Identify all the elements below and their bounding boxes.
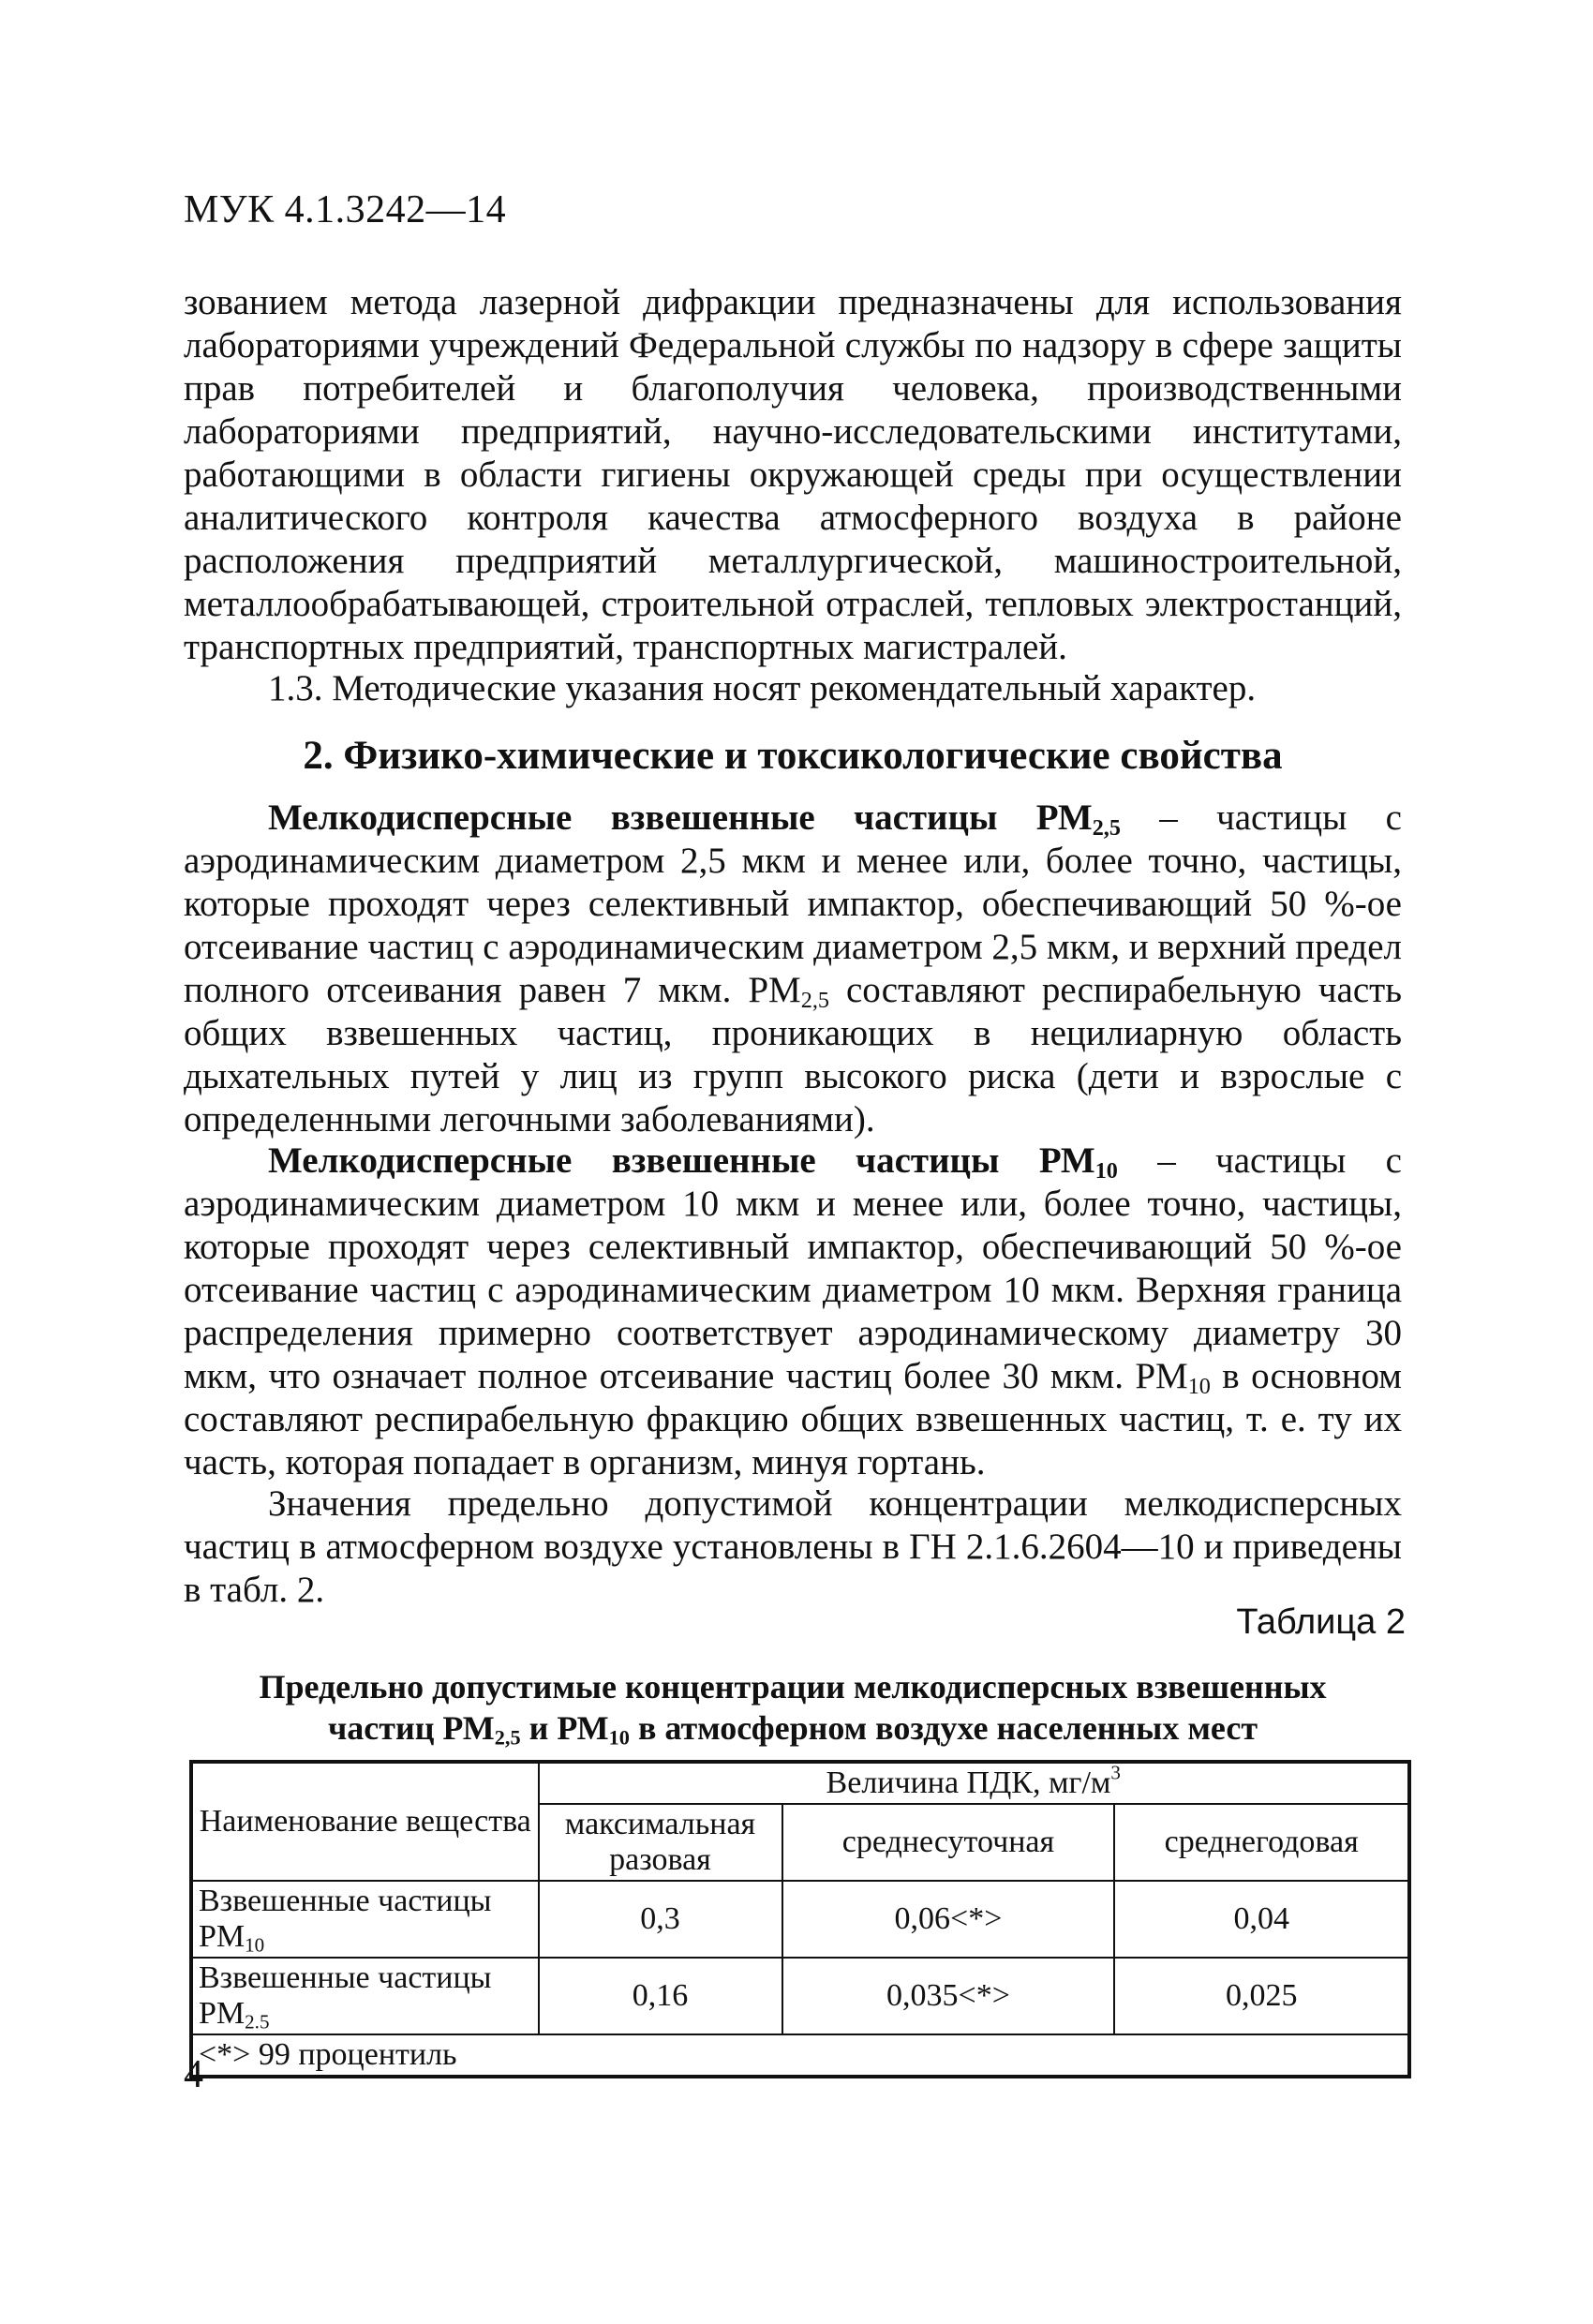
pdk-table — [189, 1760, 1411, 2078]
table-cell-daily: 0,06<*> — [782, 1881, 1115, 1958]
table-cell-max: 0,16 — [539, 1958, 782, 2034]
table-row — [191, 1958, 1409, 2034]
table-header-pdk: Величина ПДК, $мг/м^3$ — [539, 1762, 1410, 1804]
table-header-max: максимальная разовая — [539, 1804, 782, 1881]
table-header-annual: среднегодовая — [1114, 1804, 1409, 1881]
table-footnote: <*> 99 процентиль — [191, 2034, 1409, 2077]
table-cell-name: Взвешенные частицы $РМ_{10}$ — [191, 1881, 539, 1958]
table-cell-annual: 0,025 — [1114, 1958, 1409, 2034]
pm25-term: Мелкодисперсные взвешенные частицы $РМ_{2,5}$ — [268, 797, 1121, 842]
section-2-title: 2. Физико-химические и токсикологические свойства — [303, 734, 1283, 778]
document-code-header: МУК 4.1.3242—14 — [184, 188, 507, 231]
intro-paragraph: зованием метода лазерной дифракции предназначены для использования лабораториями учреждений Федеральной службы по надзору в сфере защиты прав потребителей и благополучия человека, производственными лабораториями предприятий, научно-исследовательскими институтами, работающими в области гигиены окружающей среды при осуществлении аналитического контроля качества атмосферного воздуха в районе расположения предприятий металлургической, машиностроительной, металлообрабатывающей, строительной отраслей, тепловых электростанций, транспортных предприятий, транспортных магистралей. — [184, 282, 1402, 667]
pm10-paragraph: Мелкодисперсные взвешенные частицы $РМ_{10}$ – частицы с аэродинамическим диаметром 10 мкм и менее или, более точно, частицы, которые проходят через селективный импактор, обеспечивающий 50 %-ое отсеивание частиц с аэродинамическим диаметром 10 мкм. Верхняя граница распределения примерно соответствует аэродинамическому диаметру 30 мкм, что означает полное отсеивание частиц более 30 мкм. $РМ_{10}$ в основном составляют респирабельную фракцию общих взвешенных частиц, т. е. ту их часть, которая попадает в организм, минуя гортань. — [184, 1140, 1402, 1482]
table-row — [191, 1881, 1409, 1958]
table-header-substance: Наименование вещества — [191, 1762, 539, 1881]
pdk-paragraph: Значения предельно допустимой концентрации мелкодисперсных частиц в атмосферном воздухе установлены в ГН 2.1.6.2604—10 и приведены в табл. 2. — [184, 1483, 1402, 1610]
clause-1-3: 1.3. Методические указания носят рекомендательный характер. — [268, 668, 1257, 708]
table-label: Таблица 2 — [1236, 1602, 1406, 1642]
table-cell-max: 0,3 — [539, 1881, 782, 1958]
table-caption: Предельно допустимые концентрации мелкодисперсных взвешенных частиц $РМ_{2,5}$ и $РМ_{10}$ в атмосферном воздухе населенных мест — [259, 1668, 1327, 1750]
table-cell-daily: 0,035<*> — [782, 1958, 1115, 2034]
page-number: 4 — [184, 2053, 203, 2096]
pm25-paragraph: Мелкодисперсные взвешенные частицы $РМ_{2,5}$ – частицы с аэродинамическим диаметром 2,5 мкм и менее или, более точно, частицы, которые проходят через селективный импактор, обеспечивающий 50 %-ое отсеивание частиц с аэродинамическим диаметром 2,5 мкм, и верхний предел полного отсеивания равен 7 мкм. $РМ_{2,5}$ составляют респирабельную часть общих взвешенных частиц, проникающих в нецилиарную область дыхательных путей у лиц из групп высокого риска (дети и взрослые с определенными легочными заболеваниями). — [184, 797, 1402, 1140]
table-cell-name: Взвешенные частицы $РМ_{2.5}$ — [191, 1958, 539, 2034]
table-cell-annual: 0,04 — [1114, 1881, 1409, 1958]
pm10-term: Мелкодисперсные взвешенные частицы $РМ_{10}$ — [268, 1140, 1118, 1184]
table-header-daily: среднесуточная — [782, 1804, 1115, 1881]
